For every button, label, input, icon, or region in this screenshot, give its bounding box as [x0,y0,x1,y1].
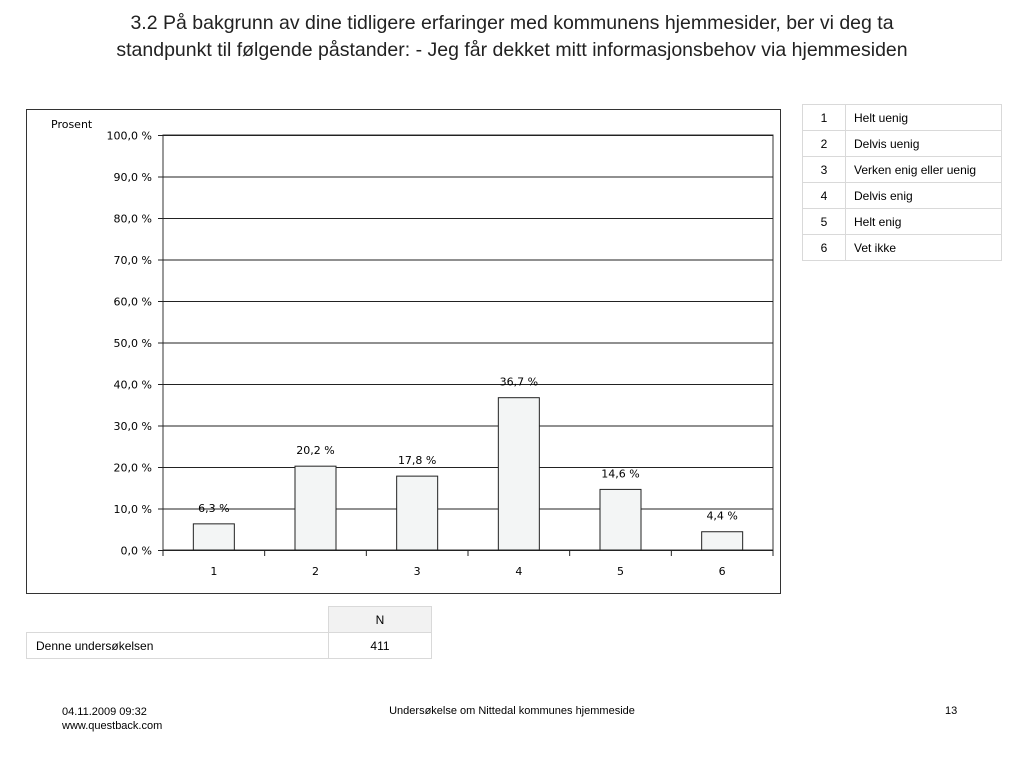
bar-chart [26,109,781,594]
n-value: 411 [329,633,432,659]
legend-label: Verken enig eller uenig [846,157,1002,183]
bar-value-label: 14,6 % [601,467,640,481]
legend-label: Delvis uenig [846,131,1002,157]
bar [702,532,743,550]
y-tick-label: 30,0 % [113,420,152,433]
bar-value-label: 6,3 % [198,501,230,515]
bar [600,489,641,550]
bar-value-label: 36,7 % [499,375,539,389]
n-column-header: N [329,607,432,633]
chart-svg [27,110,780,593]
legend-row [803,157,1002,183]
legend-row [803,183,1002,209]
bar [295,466,336,550]
y-tick-label: 70,0 % [113,254,152,267]
y-tick-label: 60,0 % [113,295,152,309]
y-tick-label: 40,0 % [113,378,152,392]
legend-key: 4 [803,183,846,209]
title-line-2: standpunkt til følgende påstander: - Jeg får dekket mitt informasjonsbehov via hjemmesiden [116,39,908,61]
n-data-row [27,633,432,659]
legend-label: Vet ikke [846,235,1002,261]
footer-page-number: 13 [945,705,958,717]
x-tick-label: 2 [312,565,319,578]
y-tick-label: 20,0 % [113,461,152,475]
legend-row [803,131,1002,157]
n-header-row [27,607,432,633]
respondent-count-table [26,606,432,659]
x-tick-label: 3 [413,565,421,578]
x-tick-label: 6 [718,565,726,578]
footer-site: www.questback.com [62,720,163,732]
legend-row [803,105,1002,131]
legend-label: Delvis enig [846,183,1002,209]
title-line-1: 3.2 På bakgrunn av dine tidligere erfaringer med kommunens hjemmesider, ber vi deg ta [130,12,894,34]
y-axis-title: Prosent [51,118,93,131]
legend-key: 1 [803,105,846,131]
legend-row [803,209,1002,235]
y-tick-label: 10,0 % [113,503,152,516]
bar [498,398,539,550]
legend-key: 5 [803,209,846,235]
legend-key: 2 [803,131,846,157]
bar-value-label: 4,4 % [706,509,738,523]
y-tick-label: 80,0 % [113,212,152,226]
y-tick-label: 50,0 % [113,337,152,350]
y-tick-label: 100,0 % [106,129,152,143]
x-tick-label: 5 [617,565,624,578]
x-tick-label: 1 [210,565,218,578]
legend-label: Helt enig [846,209,1002,235]
y-tick-label: 90,0 % [113,171,152,184]
legend-label: Helt uenig [846,105,1002,131]
legend-row [803,235,1002,261]
slide-title [20,10,1004,64]
blank-cell [27,607,329,633]
bar-value-label: 17,8 % [397,454,437,468]
legend-key: 6 [803,235,846,261]
legend-key: 3 [803,157,846,183]
legend-table [802,104,1002,261]
x-tick-label: 4 [515,565,523,578]
footer-date: 04.11.2009 09:32 [62,706,147,718]
bar [193,524,234,550]
y-tick-label: 0,0 % [120,544,152,558]
footer-survey-title: Undersøkelse om Nittedal kommunes hjemmeside [389,705,635,717]
survey-label: Denne undersøkelsen [27,633,329,659]
bar-value-label: 20,2 % [296,444,335,458]
bar [397,476,438,550]
